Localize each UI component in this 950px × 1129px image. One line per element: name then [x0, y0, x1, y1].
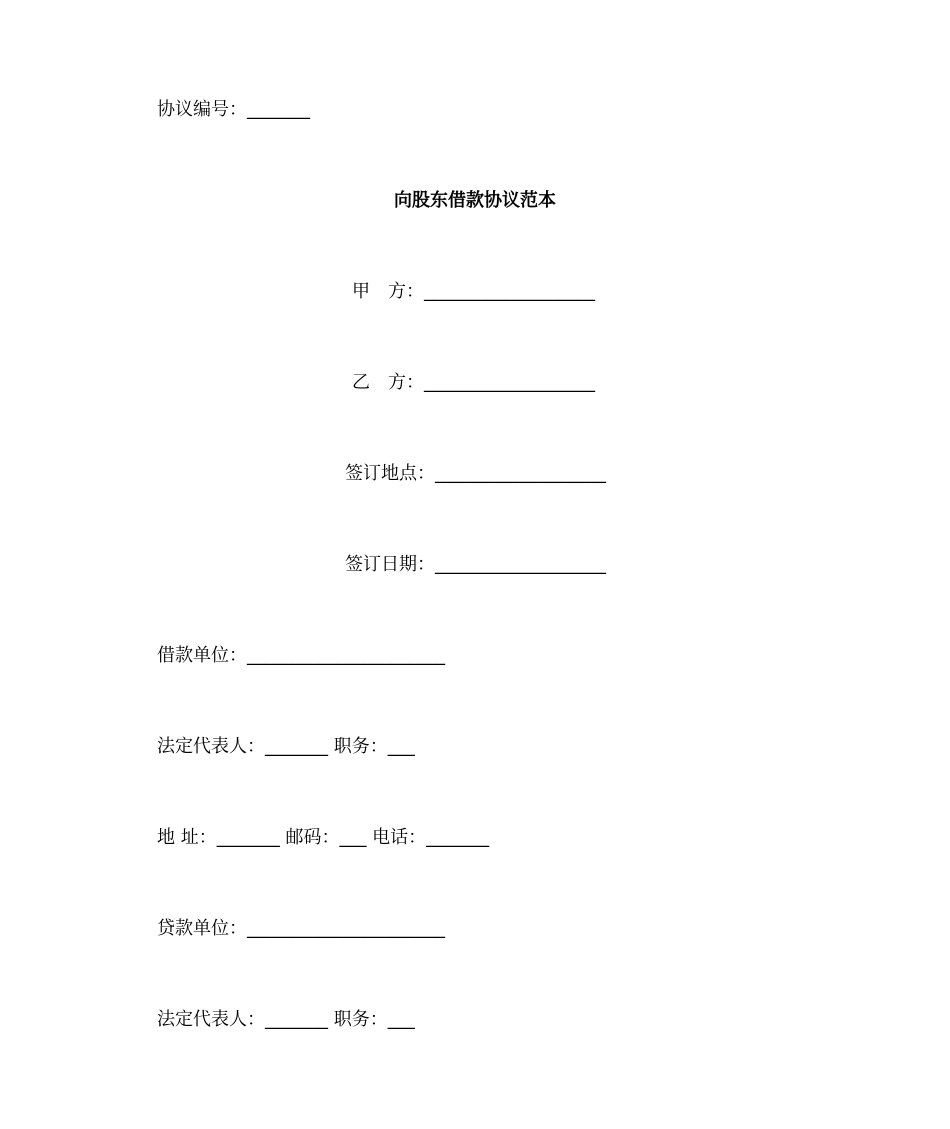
- signing-date-field: 签订日期：___________________: [345, 554, 606, 575]
- document-title: 向股东借款协议范本: [394, 190, 556, 211]
- signing-place-field: 签订地点：___________________: [345, 463, 606, 484]
- party-a-field: 甲 方：___________________: [352, 281, 595, 302]
- borrower-address-field: 地 址：_______ 邮码：___ 电话：_______: [157, 827, 490, 848]
- lender-unit-field: 贷款单位：______________________: [157, 918, 445, 939]
- borrower-unit-field: 借款单位：______________________: [157, 645, 445, 666]
- party-b-field: 乙 方：___________________: [352, 372, 595, 393]
- lender-legal-representative-field: 法定代表人：_______ 职务：___: [157, 1009, 415, 1030]
- agreement-number: 协议编号：_______: [157, 99, 310, 120]
- borrower-legal-representative-field: 法定代表人：_______ 职务：___: [157, 736, 415, 757]
